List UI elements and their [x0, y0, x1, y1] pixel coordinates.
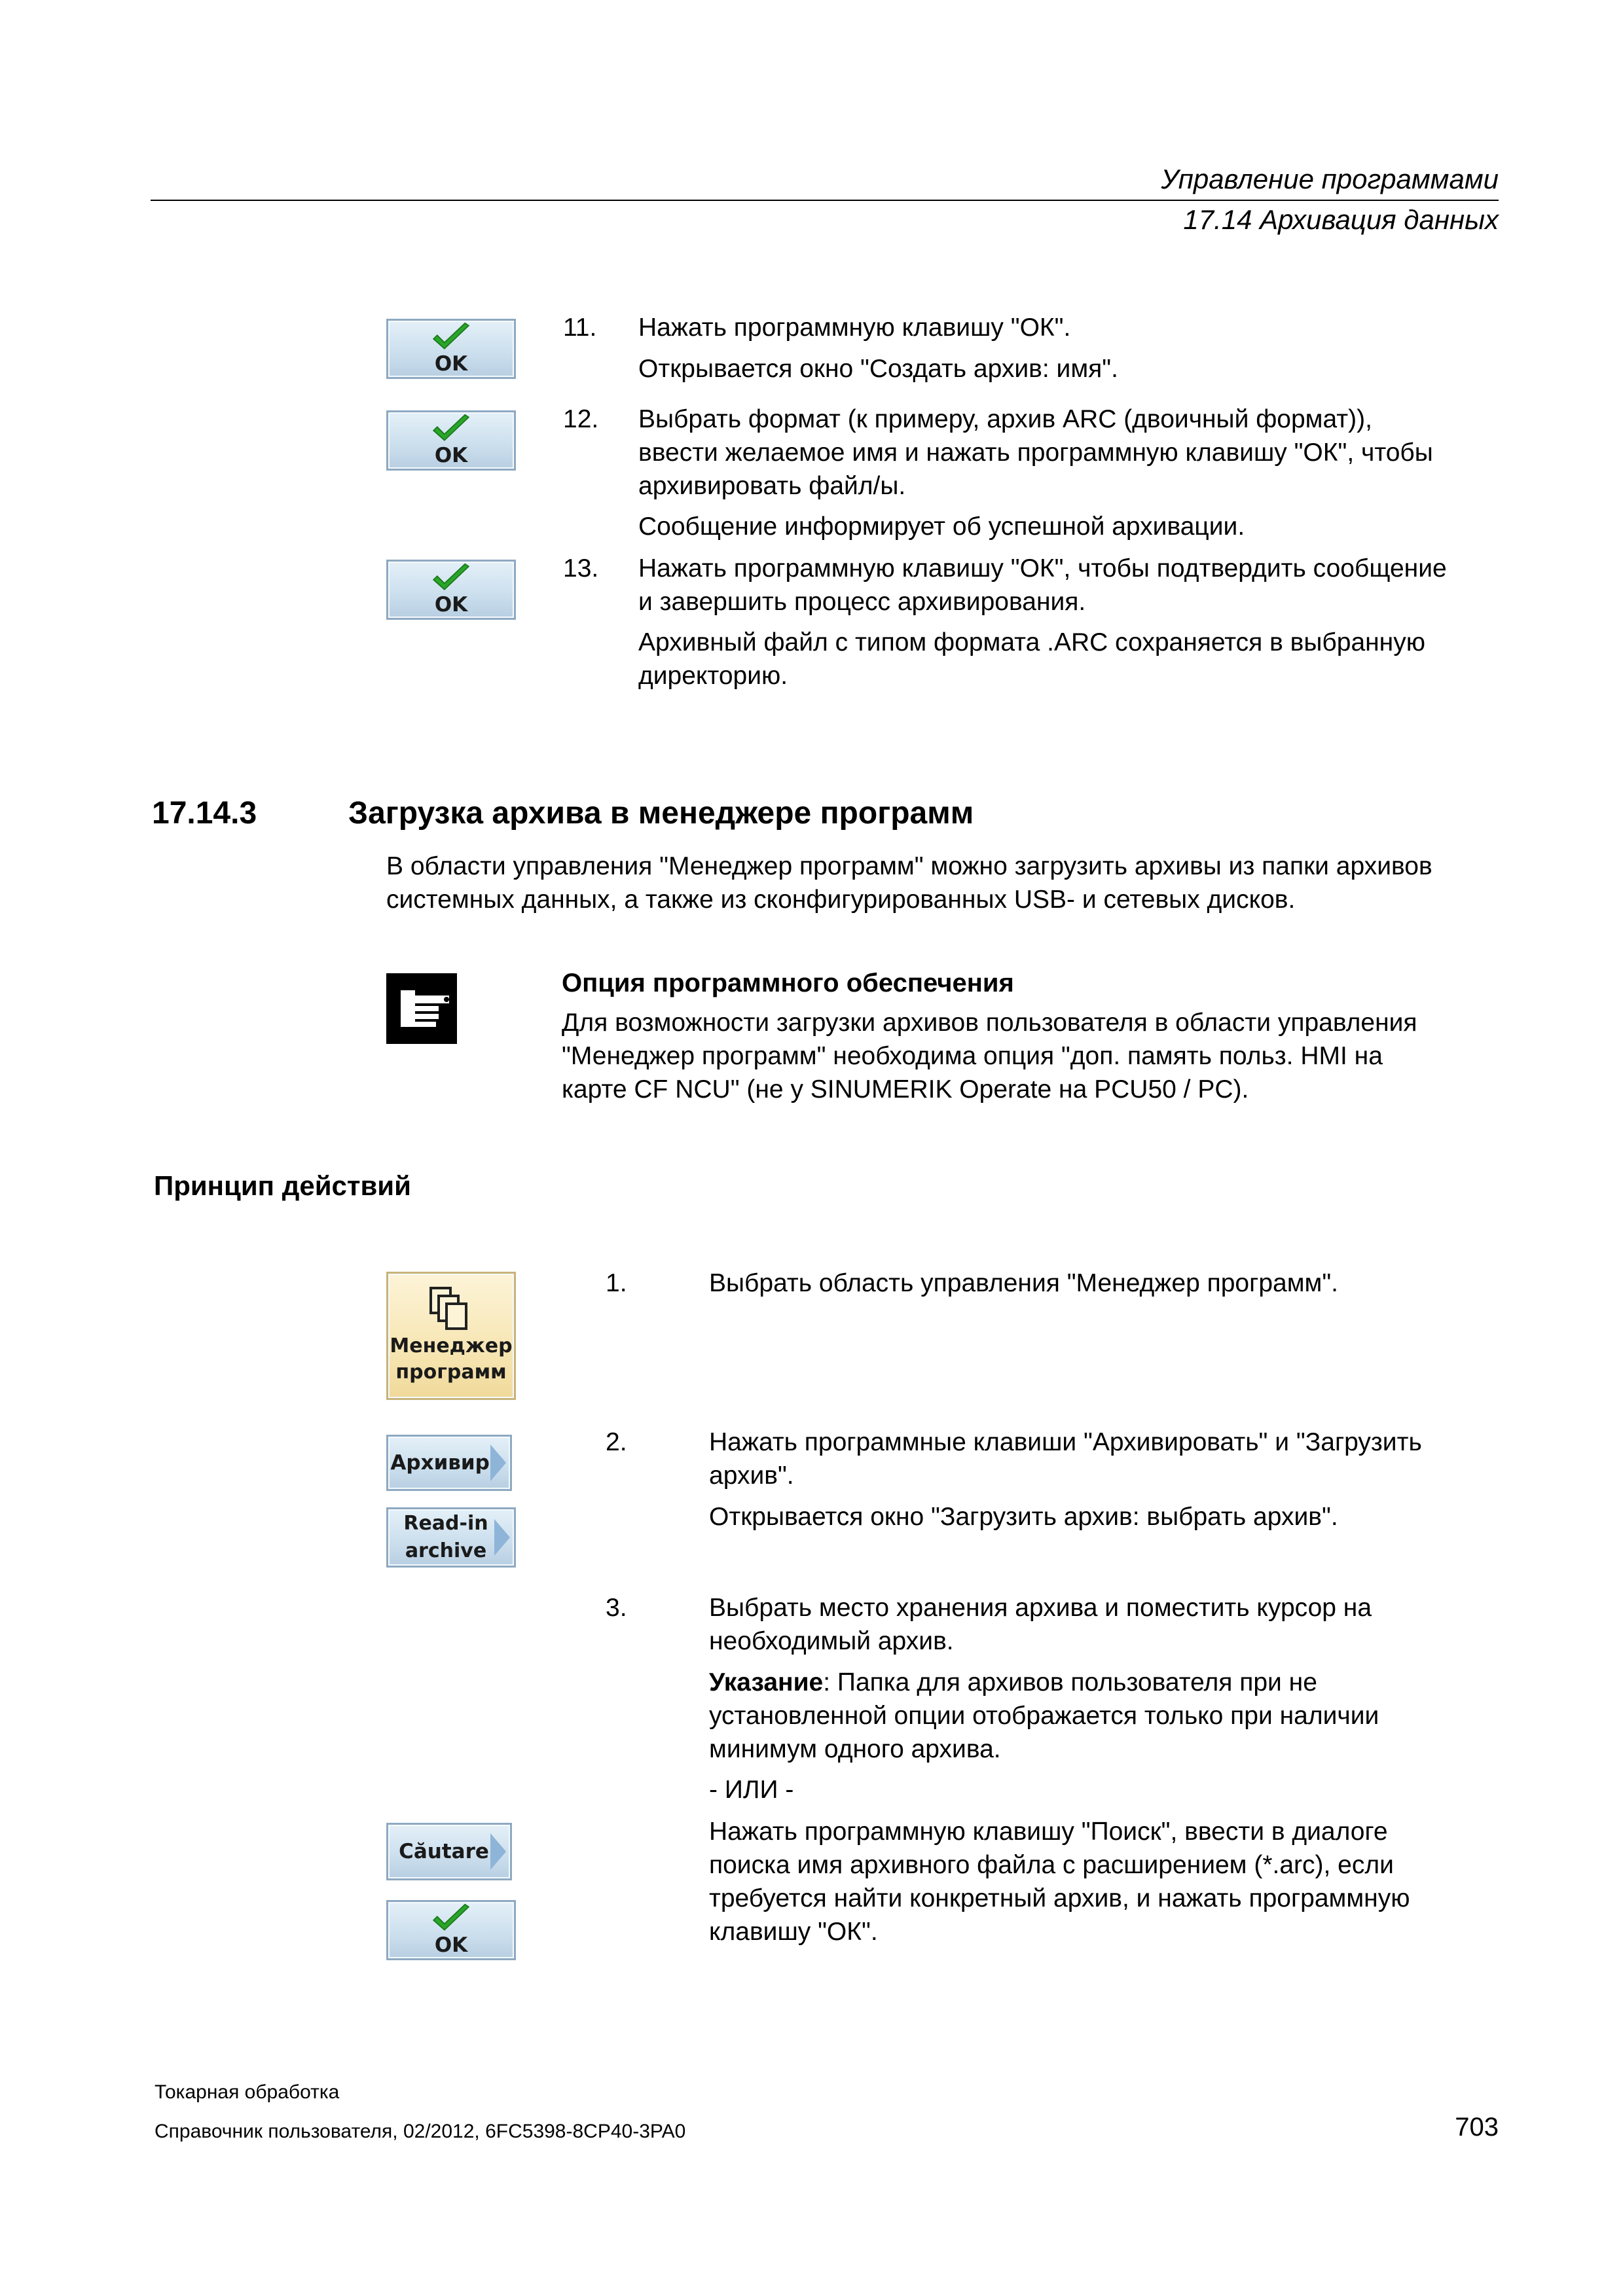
- header-section: 17.14 Архивация данных: [1183, 204, 1499, 235]
- program-manager-icon: [428, 1285, 474, 1333]
- step-number: 1.: [606, 1269, 627, 1297]
- note-text: установленной опции отображается только при наличии: [709, 1702, 1379, 1730]
- footer-manual: Справочник пользователя, 02/2012, 6FC5398-8CP40-3PA0: [155, 2121, 686, 2142]
- section-intro: В области управления "Менеджер программ" можно загрузить архивы из папки архивов: [386, 852, 1432, 880]
- step-text: Выбрать область управления "Менеджер программ".: [709, 1269, 1339, 1297]
- pointing-hand-icon: [386, 973, 457, 1044]
- ok-label: OK: [434, 352, 468, 376]
- step-text: архив".: [709, 1462, 794, 1490]
- step-text: ввести желаемое имя и нажать программную клавишу "ОК", чтобы: [638, 439, 1433, 467]
- checkmark-icon: [428, 1903, 474, 1935]
- read-in-archive-label: archive: [405, 1539, 487, 1562]
- ok-softkey-2[interactable]: [386, 410, 516, 471]
- step-number: 2.: [606, 1428, 627, 1456]
- step-text: Открывается окно "Создать архив: имя".: [638, 355, 1118, 383]
- checkmark-icon: [428, 322, 474, 353]
- checkmark-icon: [428, 414, 474, 445]
- step-text: Нажать программную клавишу "ОК".: [638, 314, 1071, 342]
- checkmark-icon: [428, 563, 474, 594]
- program-manager-label: программ: [395, 1361, 507, 1384]
- ok-softkey-4[interactable]: [386, 1900, 516, 1960]
- section-title: Загрузка архива в менеджере программ: [348, 796, 974, 831]
- search-label: Căutare: [399, 1840, 489, 1863]
- option-text: карте CF NCU" (не у SINUMERIK Operate на PCU50 / PC).: [562, 1075, 1249, 1103]
- page-number: 703: [1455, 2113, 1499, 2142]
- archive-softkey[interactable]: [386, 1435, 512, 1491]
- ok-softkey-1[interactable]: [386, 319, 516, 379]
- read-in-archive-softkey[interactable]: [386, 1507, 516, 1568]
- ok-softkey-3[interactable]: [386, 560, 516, 620]
- ok-label: OK: [434, 1933, 468, 1957]
- archive-label: Архивир.: [390, 1451, 498, 1475]
- ok-label: OK: [434, 444, 468, 467]
- step-text: поиска имя архивного файла с расширением (*.arc), если: [709, 1851, 1394, 1879]
- step-text: клавишу "ОК".: [709, 1918, 878, 1946]
- step-text: архивировать файл/ы.: [638, 472, 906, 500]
- arrow-right-icon: [494, 1519, 510, 1556]
- or-separator: - ИЛИ -: [709, 1776, 794, 1804]
- program-manager-label: Менеджер: [390, 1335, 513, 1357]
- step-text: требуется найти конкретный архив, и нажать программную: [709, 1884, 1410, 1912]
- step-number: 12.: [563, 405, 599, 433]
- header-rule: [151, 200, 1499, 201]
- read-in-archive-label: Read-in: [403, 1512, 488, 1535]
- step-text: Выбрать формат (к примеру, архив ARC (двоичный формат)),: [638, 405, 1372, 433]
- step-text: Нажать программную клавишу "Поиск", ввести в диалоге: [709, 1818, 1388, 1846]
- step-text: и завершить процесс архивирования.: [638, 588, 1086, 616]
- step-number: 3.: [606, 1594, 627, 1622]
- section-intro: системных данных, а также из сконфигурированных USB- и сетевых дисков.: [386, 886, 1296, 914]
- option-title: Опция программного обеспечения: [562, 969, 1014, 997]
- step-number: 11.: [563, 314, 597, 342]
- step-text: необходимый архив.: [709, 1627, 954, 1655]
- step-text: Открывается окно "Загрузить архив: выбрать архив".: [709, 1503, 1338, 1531]
- header-chapter: Управление программами: [1161, 164, 1499, 194]
- search-softkey[interactable]: [386, 1823, 512, 1880]
- step-text: Сообщение информирует об успешной архивации.: [638, 512, 1245, 541]
- section-number: 17.14.3: [152, 796, 257, 831]
- option-text: "Менеджер программ" необходима опция "доп. память польз. HMI на: [562, 1042, 1383, 1070]
- program-manager-softkey[interactable]: [386, 1272, 516, 1400]
- note-text: : Папка для архивов пользователя при не: [823, 1668, 1317, 1696]
- step-text: Архивный файл с типом формата .ARC сохраняется в выбранную: [638, 628, 1425, 656]
- arrow-right-icon: [490, 1444, 506, 1481]
- note-label: Указание: [709, 1668, 824, 1696]
- arrow-right-icon: [490, 1833, 506, 1870]
- footer-product: Токарная обработка: [155, 2081, 340, 2103]
- step-text: Нажать программные клавиши "Архивировать" и "Загрузить: [709, 1428, 1422, 1456]
- option-text: Для возможности загрузки архивов пользователя в области управления: [562, 1009, 1417, 1037]
- step-text: директорию.: [638, 662, 788, 690]
- ok-label: OK: [434, 593, 468, 617]
- note-text: минимум одного архива.: [709, 1735, 1001, 1763]
- step-number: 13.: [563, 554, 599, 583]
- principle-title: Принцип действий: [154, 1170, 411, 1201]
- step-text: Выбрать место хранения архива и поместить курсор на: [709, 1594, 1372, 1622]
- note-line: [709, 1666, 1317, 1700]
- step-text: Нажать программную клавишу "ОК", чтобы подтвердить сообщение: [638, 554, 1447, 583]
